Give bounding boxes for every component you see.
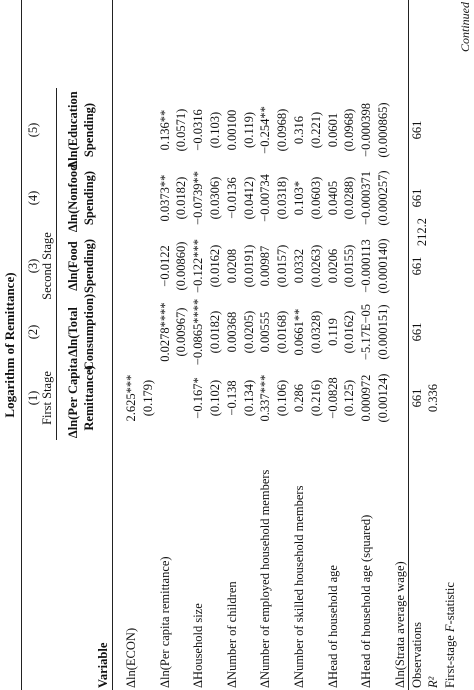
table-cell: 0.136** (157, 109, 172, 151)
table-cell: 661 (409, 256, 424, 276)
column-number: (2) (26, 324, 40, 340)
table-cell: (0.000151) (376, 304, 390, 360)
table-cell: 0.000972 (359, 374, 374, 422)
dependent-variable-line1: Δln(Per Capita (66, 357, 80, 439)
table-cell: (0.000140) (376, 238, 390, 294)
header-rule (112, 0, 113, 690)
row-label: ΔNumber of skilled household members (292, 485, 306, 688)
dependent-variable-line1: Δln(Food (66, 241, 80, 291)
column-number: (1) (26, 390, 40, 406)
dependent-variable-line1: Δln(Education (66, 91, 80, 169)
table-cell: −0.167* (191, 377, 206, 419)
table-cell: (0.221) (308, 111, 323, 149)
table-cell: 0.0373** (157, 174, 172, 222)
table-cell: −0.122*** (191, 239, 206, 293)
table-cell: (0.0306) (208, 176, 222, 220)
table-cell: −0.000371 (359, 171, 374, 225)
table-cell: −0.00734 (258, 174, 273, 222)
table-cell: 0.0405 (325, 180, 340, 216)
row-label: ΔHead of household age (squared) (359, 514, 374, 688)
table-cell: (0.0288) (342, 176, 357, 220)
table-cell: (0.0182) (208, 310, 222, 354)
table-cell: 0.0206 (325, 248, 340, 284)
table-cell: 0.286 (292, 383, 306, 413)
table-cell: (0.000257) (376, 170, 390, 226)
dependent-variable-line2: Spending) (82, 170, 96, 226)
table-cell: −0.000113 (359, 239, 374, 293)
table-cell: 0.0661** (292, 308, 306, 356)
table-cell: −0.0739** (191, 171, 206, 225)
table-cell: (0.125) (342, 379, 357, 417)
table-cell: (0.0968) (275, 108, 290, 152)
table-cell: (0.103) (208, 111, 222, 149)
row-label: ΔNumber of children (224, 581, 239, 688)
table-cell: (0.00967) (174, 307, 189, 357)
table-cell: −0.138 (224, 380, 239, 416)
table-cell: (0.0205) (241, 310, 256, 354)
table-cell: (0.0318) (275, 176, 290, 220)
dependent-variable-line2: Consumption) (82, 293, 96, 371)
dependent-variable-line2: Spending) (82, 102, 96, 158)
fstat-label-post: -statistic (443, 582, 458, 625)
table-cell: −0.0865**** (191, 298, 206, 366)
table-cell: −0.000398 (359, 103, 374, 157)
table-cell: (0.0968) (342, 108, 357, 152)
row-label: Δln(Strata average wage) (392, 561, 407, 688)
table-cell: 0.0278**** (157, 302, 172, 362)
table-cell: 0.337*** (258, 374, 273, 422)
row-label: Observations (409, 622, 424, 688)
table-cell: −0.0122 (157, 245, 172, 287)
table-cell: (0.106) (275, 379, 290, 417)
table-cell: (0.134) (241, 379, 256, 417)
table-cell: 0.0332 (292, 248, 306, 284)
table-cell: 661 (409, 188, 424, 208)
dependent-variable-line2: Remittance) (82, 365, 96, 431)
row-label: ΔHead of household age (325, 565, 340, 688)
row-label: Δln(ECON) (124, 627, 138, 688)
fstat-value: 212.2 (415, 217, 430, 247)
table-cell: (0.00124) (376, 373, 390, 423)
first-stage-label: First Stage (40, 371, 54, 425)
table-cell: 0.00100 (224, 109, 239, 151)
row-label: Δln(Per capita remittance) (157, 556, 172, 688)
table-cell: (0.0157) (275, 244, 290, 288)
row-label: ΔHousehold size (191, 603, 206, 688)
table-cell: 661 (409, 388, 424, 408)
table-cell: (0.00860) (174, 241, 189, 291)
table-cell: 0.103* (292, 180, 306, 216)
table-title: Logarithm of Remittance) (2, 272, 17, 418)
column-number: (3) (26, 258, 40, 274)
table-cell: (0.0412) (241, 176, 256, 220)
table-cell: (0.0603) (308, 176, 323, 220)
table-cell: (0.102) (208, 379, 222, 417)
table-cell: −5.17E−05 (359, 303, 374, 361)
dependent-variable-line1: Δln(Nonfood (66, 163, 80, 233)
column-number: (5) (26, 122, 40, 138)
table-cell: (0.0263) (308, 244, 323, 288)
table-cell: (0.0168) (275, 310, 290, 354)
row-label: ΔNumber of employed household members (258, 469, 273, 688)
table-cell: (0.0191) (241, 244, 256, 288)
second-stage-rule (56, 88, 57, 372)
table-cell: (0.0155) (342, 244, 357, 288)
continued-note: Continued (458, 2, 472, 52)
table-cell: −0.254** (258, 106, 273, 154)
column-number: (4) (26, 190, 40, 206)
variable-header: Variable (96, 642, 110, 688)
table-cell: −0.0828 (325, 377, 340, 419)
table-cell: −0.0136 (224, 177, 239, 219)
dependent-variable-line1: Δln(Total (66, 307, 80, 357)
table-cell: 0.0601 (325, 112, 340, 148)
table-cell: 0.336 (426, 383, 441, 413)
table-cell: (0.119) (241, 112, 256, 148)
table-cell: (0.216) (308, 379, 323, 417)
table-cell: (0.0182) (174, 176, 189, 220)
table-cell: (0.0162) (342, 310, 357, 354)
top-rule (21, 0, 22, 690)
fstat-label-f: F (443, 624, 458, 633)
table-cell: 0.00987 (258, 245, 273, 287)
fstat-label-pre: First-stage (443, 632, 458, 688)
fstat-label (443, 582, 457, 688)
table-cell: 0.119 (325, 318, 340, 346)
second-stage-label: Second Stage (40, 232, 54, 300)
table-cell: 661 (409, 120, 424, 140)
table-cell: 0.00368 (224, 311, 239, 353)
row-label: R² (426, 676, 441, 688)
table-cell: 2.625*** (124, 374, 138, 422)
table-cell: −0.0316 (191, 109, 206, 151)
table-cell: 0.316 (292, 115, 306, 145)
table-cell: (0.000865) (376, 102, 390, 158)
table-cell: (0.0328) (308, 310, 323, 354)
table-cell: (0.0571) (174, 108, 189, 152)
dependent-variable-line2: Spending) (82, 238, 96, 294)
table-cell: 0.00555 (258, 311, 273, 353)
table-cell: 0.0208 (224, 248, 239, 284)
stats-rule (408, 0, 409, 690)
table-cell: (0.179) (140, 379, 155, 417)
table-cell: 661 (409, 322, 424, 342)
table-cell: (0.0162) (208, 244, 222, 288)
